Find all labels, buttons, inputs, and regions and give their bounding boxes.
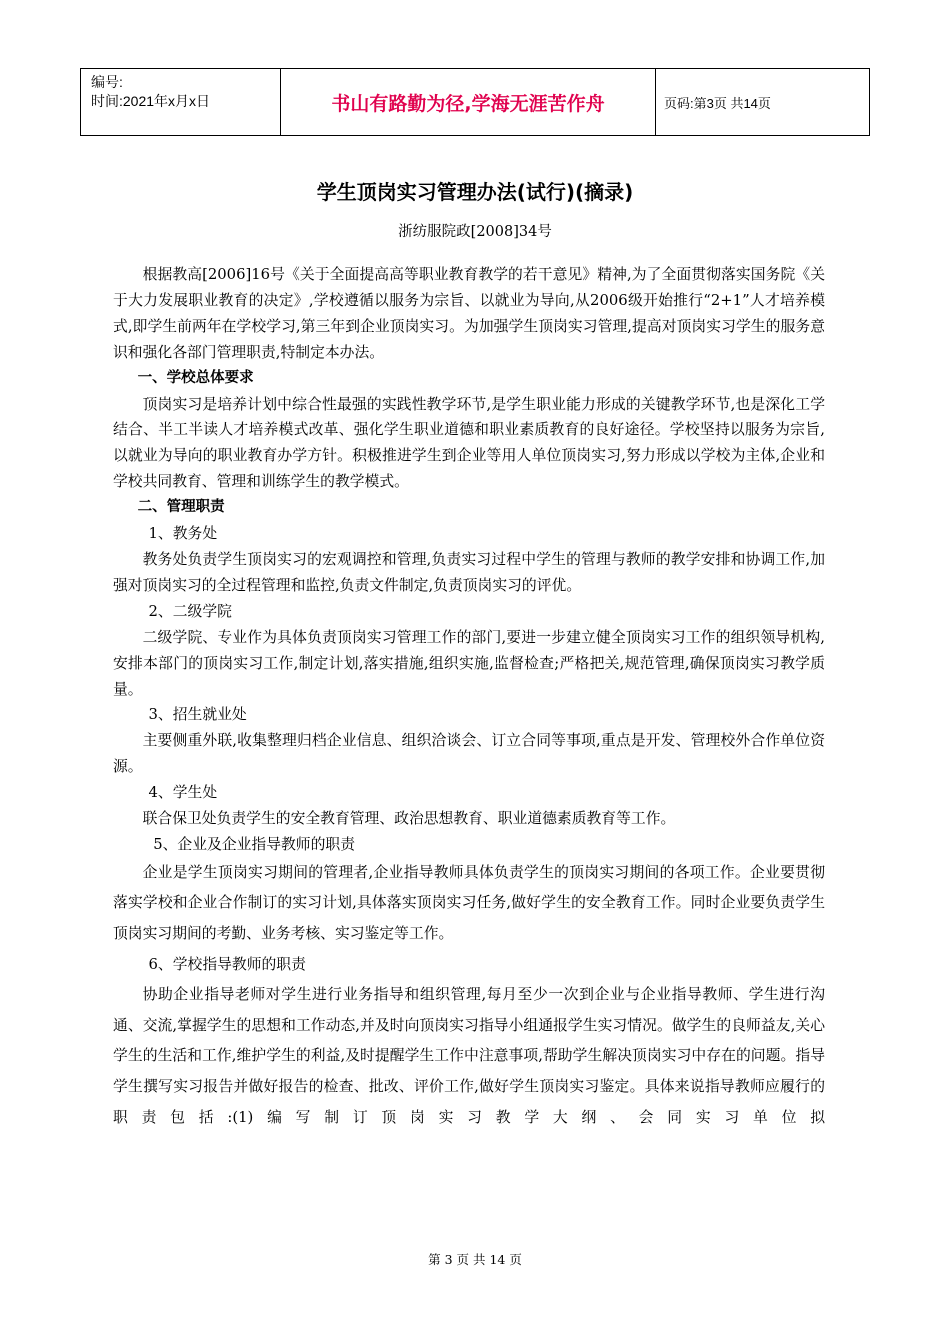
paragraph-enterprise-duties: 企业是学生顶岗实习期间的管理者,企业指导教师具体负责学生的顶岗实习期间的各项工作。企业要贯彻落实学校和企业合作制订的实习计划,具体落实顶岗实习任务,做好学生的安全教育工作。同时企业要负责学生顶岗实习期间的考勤、业务考核、实习鉴定等工作。 [113,863,825,943]
section-heading-general: 一、学校总体要求 [137,369,254,386]
paragraph-secondary-college: 二级学院、专业作为具体负责顶岗实习管理工作的部门,要进一步建立健全顶岗实习工作的组织领导机构,安排本部门的顶岗实习工作,制定计划,落实措施,组织实施,监督检查;严格把关,规范管理,确保顶岗实习教学质量。 [113,628,825,698]
subheading-teacher-duties: 6、学校指导教师的职责 [148,955,306,973]
paragraph-teacher-duties: 协助企业指导老师对学生进行业务指导和组织管理,每月至少一次到企业与企业指导教师、学生进行沟通、交流,掌握学生的思想和工作动态,并及时向顶岗实习指导小组通报学生实习情况。做学生的良师益友,关心学生的生活和工作,维护学生的利益,及时提醒学生工作中注意事项,帮助学生解决顶岗实习中存在的问题。指导学生撰写实习报告并做好报告的检查、批改、评价工作,做好学生顶岗实习鉴定。具体来说指导教师应履行的职责包括:(1)编写制订顶岗实习教学大纲、会同实习单位拟 [113,986,825,1126]
header-meta-cell [81,69,281,135]
paragraph-general-requirements: 顶岗实习是培养计划中综合性最强的实践性教学环节,是学生职业能力形成的关键教学环节,也是深化工学结合、半工半读人才培养模式改革、强化学生职业道德和职业素质教育的良好途径。学校坚持以服务为宗旨,以就业为导向的职业教育办学方针。积极推进学生到企业等用人单位顶岗实习,努力形成以学校为主体,企业和学校共同教育、管理和训练学生的教学模式。 [113,395,825,491]
document-body [113,262,825,1133]
paragraph-student-affairs: 联合保卫处负责学生的安全教育管理、政治思想教育、职业道德素质教育等工作。 [142,810,676,828]
subheading-academic-affairs: 1、教务处 [148,525,218,543]
document-title: 学生顶岗实习管理办法(试行)(摘录) [316,180,634,204]
subheading-student-affairs: 4、学生处 [148,784,218,802]
page-footer: 第 3 页 共 14 页 [428,1252,522,1267]
section-heading-duties: 二、管理职责 [137,499,225,516]
subheading-admissions-office: 3、招生就业处 [148,706,247,724]
header-table [80,68,870,136]
motto: 书山有路勤为径,学海无涯苦作舟 [281,69,656,135]
intro-paragraph: 根据教高[2006]16号《关于全面提高高等职业教育教学的若干意见》精神,为了全面贯彻落实国务院《关于大力发展职业教育的决定》,学校遵循以服务为宗旨、以就业为导向,从2006级开始推行“2+1”人才培养模式,即学生前两年在学校学习,第三年到企业顶岗实习。为加强学生顶岗实习管理,提高对顶岗实习学生的服务意识和强化各部门管理职责,特制定本办法。 [113,266,825,361]
subheading-secondary-college: 2、二级学院 [148,602,232,620]
paragraph-admissions-office: 主要侧重外联,收集整理归档企业信息、组织洽谈会、订立合同等事项,重点是开发、管理校外合作单位资源。 [113,732,825,776]
paragraph-academic-affairs: 教务处负责学生顶岗实习的宏观调控和管理,负责实习过程中学生的管理与教师的教学安排和协调工作,加强对顶岗实习的全过程管理和监控,负责文件制定,负责顶岗实习的评优。 [113,550,825,594]
document-number: 浙纺服院政[2008]34号 [398,224,552,240]
number-label: 编号: [91,74,123,90]
time-label: 时间:2021年x月x日 [91,93,211,109]
subheading-enterprise-duties: 5、企业及企业指导教师的职责 [148,835,355,853]
page-info: 页码:第3页 共14页 [664,95,771,111]
